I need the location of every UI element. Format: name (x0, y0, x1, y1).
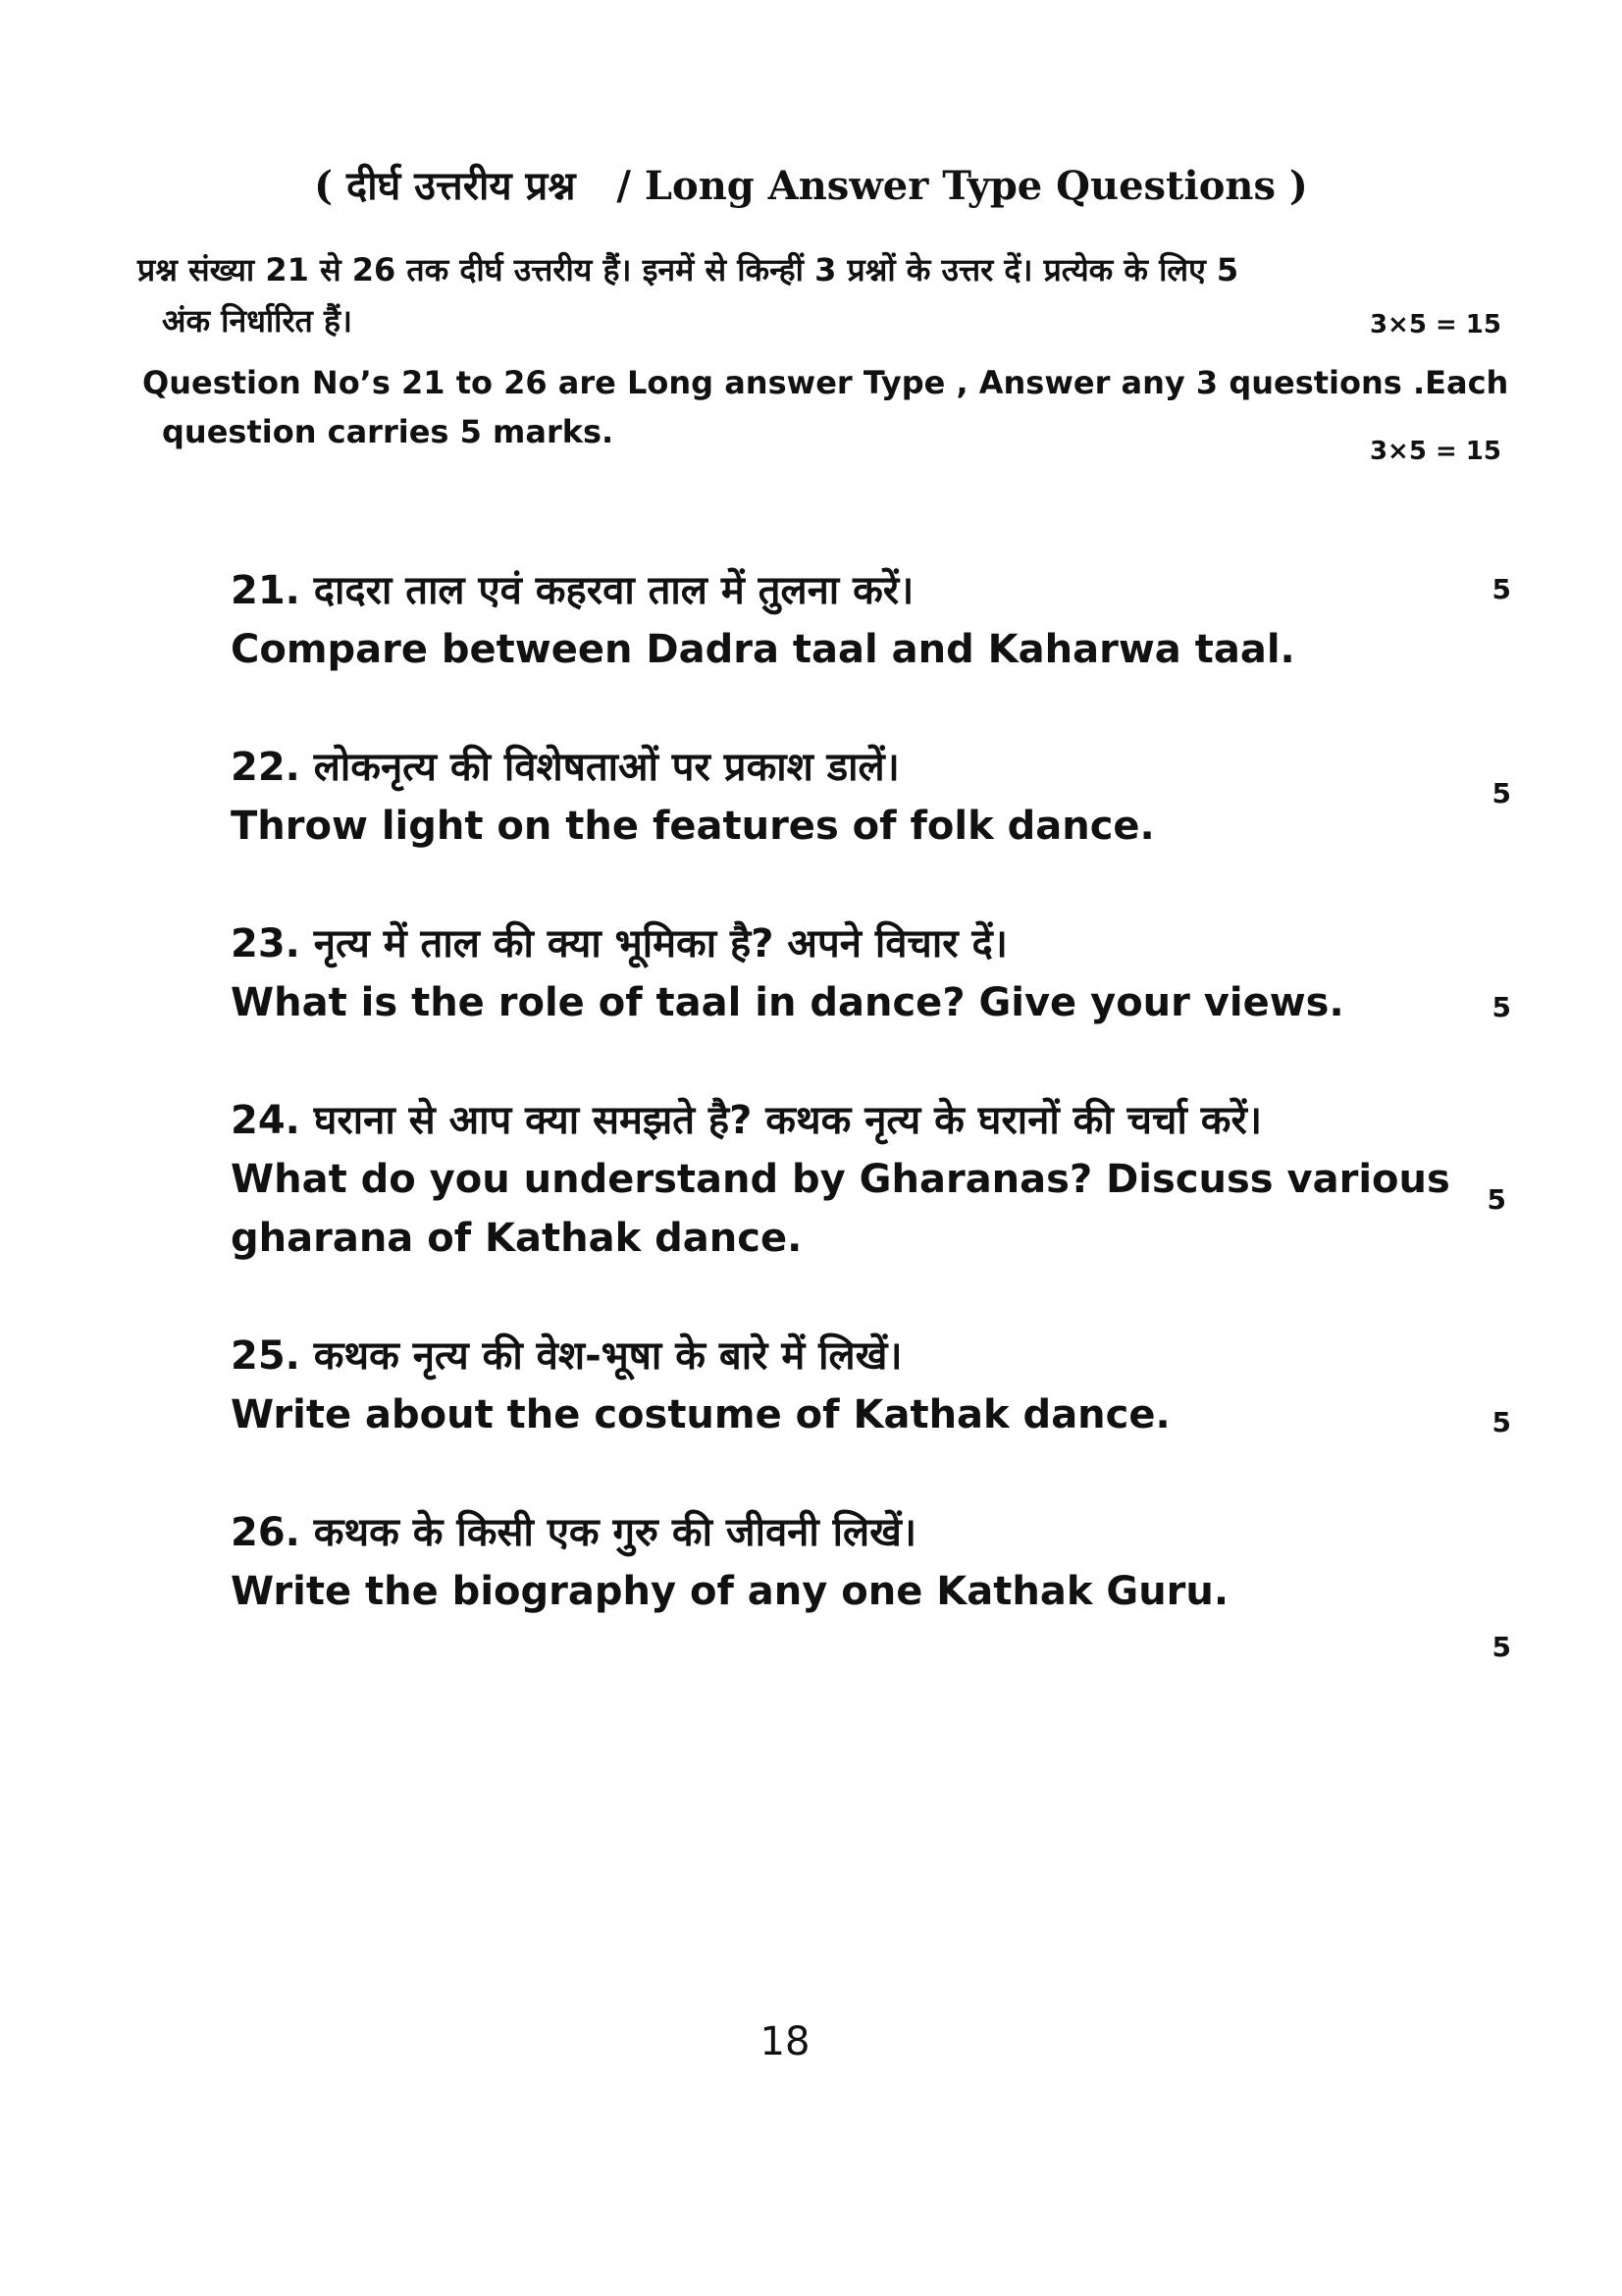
question-english: Write about the costume of Kathak dance. (231, 1392, 1171, 1437)
question-21 (231, 561, 1408, 679)
question-english: What is the role of taal in dance? Give your views. (231, 980, 1344, 1025)
question-25-marks: 5 (1491, 1406, 1511, 1438)
question-hindi: 22. लोकनृत्य की विशेषताओं पर प्रकाश डालें। (231, 745, 900, 790)
question-english: What do you understand by Gharanas? Discuss various (231, 1157, 1450, 1202)
question-hindi: 24. घराना से आप क्या समझते है? कथक नृत्य के घरानों की चर्चा करें। (231, 1098, 1262, 1143)
instructions-hindi-marks: 3×5 = 15 (1369, 310, 1501, 339)
question-24-marks: 5 (1487, 1183, 1506, 1216)
instructions-english-line1: Question No’s 21 to 26 are Long answer Type , Answer any 3 questions .Each (142, 364, 1509, 401)
question-24 (231, 1091, 1450, 1268)
instructions-hindi-line1: प्रश्न संख्या 21 से 26 तक दीर्घ उत्तरीय हैं। इनमें से किन्हीं 3 प्रश्नों के उत्तर दें। प्रत्येक के लिए 5 (137, 251, 1239, 288)
question-english: Compare between Dadra taal and Kaharwa taal. (231, 627, 1295, 672)
instructions-english-line2: question carries 5 marks. (162, 413, 614, 450)
question-26-marks: 5 (1491, 1631, 1511, 1663)
question-21-marks: 5 (1491, 573, 1511, 605)
question-hindi: 26. कथक के किसी एक गुरु की जीवनी लिखें। (231, 1510, 917, 1555)
question-26 (231, 1503, 1408, 1621)
section-title: ( दीर्घ उत्तरीय प्रश्न / Long Answer Type Questions ) (314, 163, 1308, 209)
instructions-hindi-line2: अंक निर्धारित हैं। (162, 302, 353, 339)
question-23-marks: 5 (1491, 991, 1511, 1023)
question-25 (231, 1327, 1408, 1444)
question-hindi: 21. दादरा ताल एवं कहरवा ताल में तुलना करें। (231, 568, 915, 613)
question-english-cont: gharana of Kathak dance. (231, 1216, 803, 1261)
question-22-marks: 5 (1491, 777, 1511, 809)
question-hindi: 23. नृत्य में ताल की क्या भूमिका है? अपने विचार दें। (231, 921, 1008, 966)
page-number: 18 (759, 2019, 811, 2064)
question-hindi: 25. कथक नृत्य की वेश-भूषा के बारे में लिखें। (231, 1333, 903, 1379)
question-english: Write the biography of any one Kathak Guru. (231, 1569, 1230, 1614)
question-23 (231, 914, 1408, 1032)
instructions-english-marks: 3×5 = 15 (1369, 437, 1501, 466)
question-english: Throw light on the features of folk dance. (231, 804, 1155, 849)
question-22 (231, 738, 1408, 856)
